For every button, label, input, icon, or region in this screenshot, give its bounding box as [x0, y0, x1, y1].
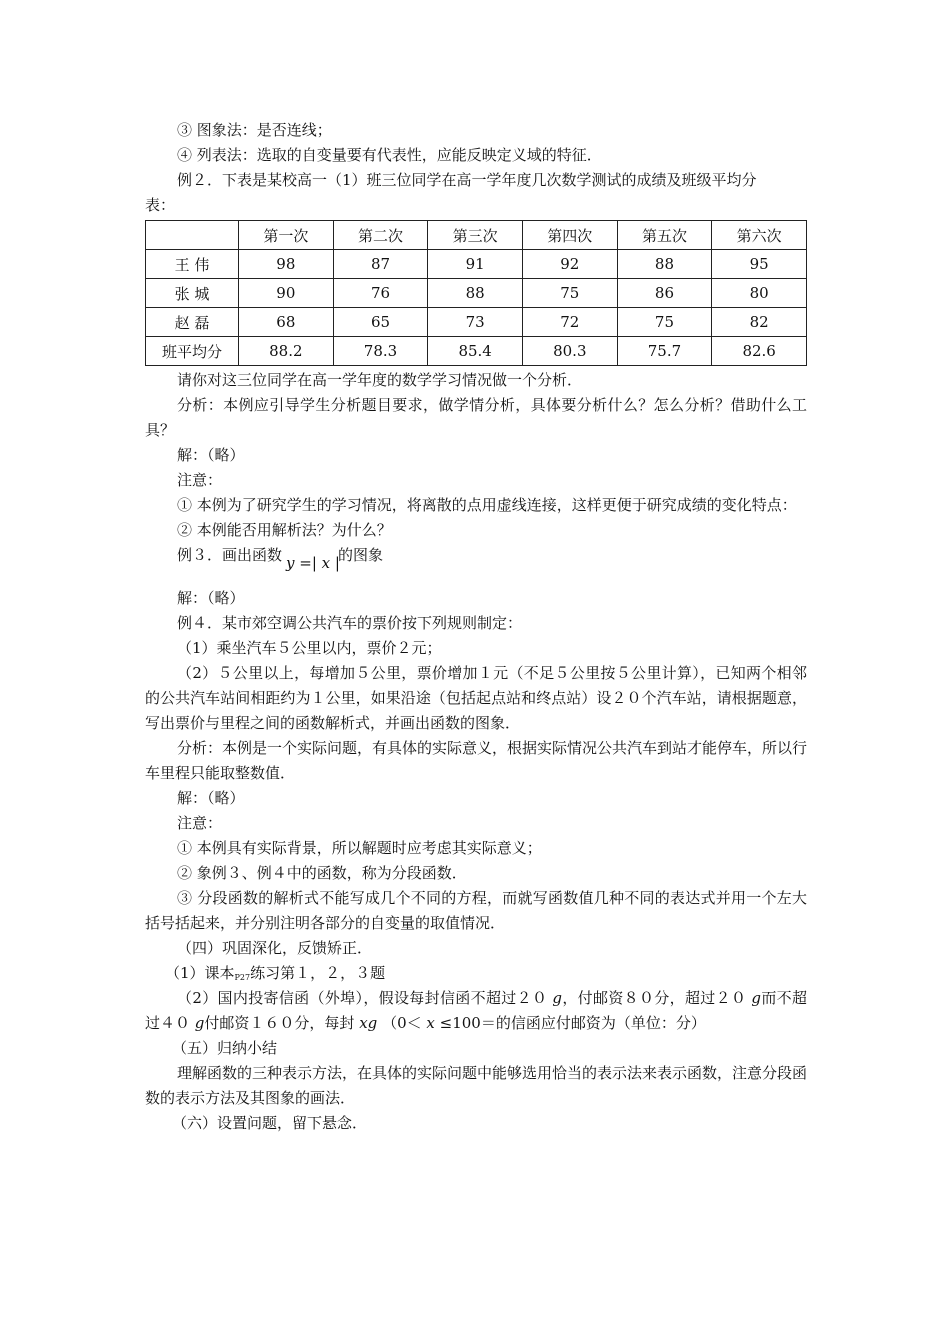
note-heading: 注意：: [177, 814, 223, 832]
analysis-paragraph: 分析：本例应引导学生分析题目要求，做学情分析，具体要分析什么？怎么分析？借助什么工具？: [145, 396, 807, 439]
score-table: [145, 220, 807, 366]
note-item: ① 本例为了研究学生的学习情况，将离散的点用虚线连接，这样更便于研究成绩的变化特点：: [177, 496, 797, 514]
row-name: 班平均分: [146, 337, 239, 366]
row-name: 张 城: [146, 279, 239, 308]
table-cell: 73: [428, 308, 523, 337]
table-cell: 95: [712, 250, 807, 279]
table-header-cell: 第三次: [428, 221, 523, 250]
note-item: ① 本例具有实际背景，所以解题时应考虑其实际意义；: [177, 839, 542, 857]
table-cell: 68: [239, 308, 334, 337]
formula-text: y =| x |: [286, 554, 340, 572]
exercise-2-part: （2）国内投寄信函（外埠），假设每封信函不超过２０: [177, 989, 548, 1007]
section-heading: （四）巩固深化，反馈矫正．: [177, 939, 373, 957]
spacer: [145, 568, 807, 586]
note-heading: 注意：: [177, 471, 223, 489]
example3-suffix: 的图象: [338, 546, 384, 564]
abs-function-formula: [282, 543, 340, 572]
exercise-2-part: 而不超过４０: [145, 989, 807, 1032]
solution-omitted: 解：（略）: [177, 446, 245, 464]
table-cell: 80.3: [522, 337, 617, 366]
example2-intro-cont: 表：: [145, 196, 176, 214]
exercise-2: [145, 986, 807, 1036]
table-cell: 72: [522, 308, 617, 337]
table-cell: 65: [333, 308, 428, 337]
table-cell: 88: [617, 250, 712, 279]
unit-g: g: [367, 1014, 378, 1032]
unit-g: g: [751, 989, 761, 1007]
exercise-2-part: ，付邮资８０分，超过２０: [562, 989, 747, 1007]
table-cell: 78.3: [333, 337, 428, 366]
variable-x: x: [426, 1014, 435, 1032]
variable-x: x: [359, 1014, 368, 1032]
table-header-row: [146, 221, 807, 250]
solution-omitted: 解：（略）: [177, 589, 245, 607]
table-row: [146, 308, 807, 337]
exercise-1-prefix: （1）课本: [165, 964, 235, 982]
table-cell: 90: [239, 279, 334, 308]
document-page: [145, 118, 807, 1136]
unit-g: g: [552, 989, 562, 1007]
table-cell: 75.7: [617, 337, 712, 366]
table-header-cell: 第五次: [617, 221, 712, 250]
exercise-1: [145, 961, 807, 986]
table-cell: 82: [712, 308, 807, 337]
table-header-cell: 第四次: [522, 221, 617, 250]
analysis-paragraph: 分析：本例是一个实际问题，有具体的实际意义，根据实际情况公共汽车到站才能停车，所以行车里程只能取整数值．: [145, 739, 808, 782]
fare-rule-1: （1）乘坐汽车５公里以内，票价２元；: [177, 639, 442, 657]
table-cell: 91: [428, 250, 523, 279]
solution-omitted: 解：（略）: [177, 789, 245, 807]
example2-intro: 例２．下表是某校高一（1）班三位同学在高一学年度几次数学测试的成绩及班级平均分: [177, 171, 757, 189]
table-cell: 75: [522, 279, 617, 308]
table-header-cell: 第一次: [239, 221, 334, 250]
row-name: 王 伟: [146, 250, 239, 279]
table-cell: 88: [428, 279, 523, 308]
table-cell: 88.2: [239, 337, 334, 366]
table-cell: 76: [333, 279, 428, 308]
example3-prefix: 例３．画出函数: [177, 546, 283, 564]
summary-paragraph: 理解函数的三种表示方法，在具体的实际问题中能够选用恰当的表示法来表示函数，注意分段函数的表示方法及其图象的画法．: [145, 1064, 808, 1107]
table-cell: 82.6: [712, 337, 807, 366]
example4-intro: 例４．某市郊空调公共汽车的票价按下列规则制定：: [177, 614, 523, 632]
table-cell: 85.4: [428, 337, 523, 366]
note-item: ② 象例３、例４中的函数，称为分段函数．: [177, 864, 467, 882]
table-header-cell: 第二次: [333, 221, 428, 250]
exercise-1-suffix: 练习第１，２，３题: [250, 964, 386, 982]
analysis-question: 请你对这三位同学在高一学年度的数学学习情况做一个分析．: [177, 371, 583, 389]
fare-rule-2: （2）５公里以上，每增加５公里，票价增加１元（不足５公里按５公里计算），已知两个相邻的公共汽车站间相距约为１公里，如果沿途（包括起点站和终点站）设２０个汽车站，请根据题意，写出票价与里程之间的函数解析式，并画出函数的图象．: [145, 664, 807, 732]
table-header-cell: 第六次: [712, 221, 807, 250]
table-cell: 80: [712, 279, 807, 308]
exercise-2-part: ≤100＝的信函应付邮资为（单位：分）: [439, 1014, 706, 1032]
table-cell: 87: [333, 250, 428, 279]
method-table-note: ④ 列表法：选取的自变量要有代表性，应能反映定义域的特征．: [177, 146, 602, 164]
exercise-2-part: 付邮资１６０分，每封: [204, 1014, 355, 1032]
table-cell: 92: [522, 250, 617, 279]
table-row: [146, 279, 807, 308]
section-heading: （六）设置问题，留下悬念．: [172, 1114, 368, 1132]
table-row: [146, 250, 807, 279]
example3-line: [145, 543, 807, 572]
row-name: 赵 磊: [146, 308, 239, 337]
table-cell: 75: [617, 308, 712, 337]
section-heading: （五）归纳小结: [172, 1039, 278, 1057]
method-graph-note: ③ 图象法：是否连线；: [177, 121, 332, 139]
page-reference: P27: [234, 973, 251, 982]
note-item: ③ 分段函数的解析式不能写成几个不同的方程，而就写函数值几种不同的表达式并用一个左大括号括起来，并分别注明各部分的自变量的取值情况．: [145, 889, 807, 932]
table-header-cell: [146, 221, 239, 250]
exercise-2-part: （0＜: [382, 1014, 422, 1032]
table-row: [146, 337, 807, 366]
table-cell: 98: [239, 250, 334, 279]
unit-g: g: [194, 1014, 205, 1032]
note-item: ② 本例能否用解析法？为什么？: [177, 521, 392, 539]
table-cell: 86: [617, 279, 712, 308]
